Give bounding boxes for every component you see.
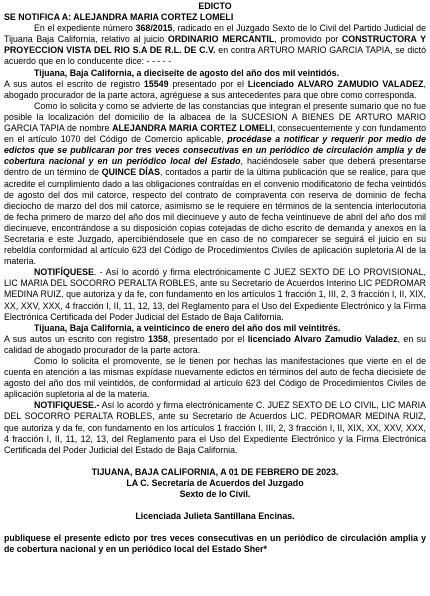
signature-role-2: Sexto de lo Civil.: [179, 489, 251, 500]
paragraph-case: En el expediente número 368/2015, radicado en el Juzgado Sexto de lo Civil del Partido Judicial de Tijuana Baja California, relativo al juicio ORDINARIO MERCANTIL, promovido por CONSTRUCTORA Y PROYECCION VISTA DEL RIO S.A DE R.L. DE C.V. en contra ARTURO MARIO GARCIA TAPIA, se dictó acuerdo que en lo conducente dice: - - - - -: [4, 23, 427, 67]
signature-date: TIJUANA, BAJA CALIFORNIA, A 01 DE FEBRERO DE 2023.: [91, 466, 339, 477]
signature-name: Licenciada Julieta Santillana Encinas.: [135, 511, 295, 522]
notify-line: SE NOTIFICA A: ALEJANDRA MARIA CORTEZ LOMELI: [4, 12, 234, 23]
paragraph-order: Como lo solicita y como se advierte de las constancias que integran el presente sumario que no fue posible la localización del domicilio de la albacea de la SUCESION A BIENES DE ARTURO MARIO GARCIA TAPIA de nombre ALEJANDRA MARIA CORTEZ LOMELI, consecuentemente y con fundamento en el artículo 1070 del Código de Comercio aplicable, procédase a notificar y requerir por medio de edictos que se publicaran por tres veces consecutivas en un periódico de circulación amplia y de cobertura nacional y en un periódico local del Estado, haciéndosele saber que deberá presentarse dentro de un término de QUINCE DÍAS, contados a partir de la última publicación que se realice, para que acredite el cumplimiento dado a las obligaciones contraídas en el convenio modificatorio de fecha veintidós de agosto del dos mil catorce, respecto del contrato de compraventa con reserva de dominio de fecha dieciocho de marzo del dos mil catorce, asimismo se le requiere en términos de la sentencia interlocutoria de fecha primero de marzo del año dos mil diecinueve y auto de fecha veintinueve de abril del año dos mil diecinueve, encontrándose a su disposición copias cotejadas de dicho escrito de demanda y anexos en la Secretaria e este Juzgado, apercibiéndosele que en caso de no comparecer se seguirá el juicio en su rebeldía conformidad al artículo 623 del Código de Procedimientos Civiles de aplicación supletoria Al de la materia.: [4, 100, 426, 267]
paragraph-notify-2: NOTIFIQUESE.- Así lo acordó y firma electrónicamente C. JUEZ SEXTO DE LO CIVIL, LIC MARIA DEL SOCORRO PERALTA ROBLES, ante su Secretario de Acuerdos LIC. PEDROMAR MEDINA RUIZ, que autoriza y da fe, con fundamento en los artículos 1 fracción I, III, 2, 3 fracción I, II, XIX, XX, XXV, XXX, 4 fracción I, II, 11, 12, 13, del Reglamento para el Uso del Expediente Electrónico y la Firma Electrónica Certificada del Poder Judicial del Estado de Baja California.: [4, 400, 426, 455]
publication-footer: publiquese el presente edicto por tres veces consecutivas en un periódico de circulación amplia y de cobertura nacional y en un periódico local del Estado Sher*: [4, 533, 426, 555]
paragraph-request: Como lo solicita el promovente, se le tienen por hechas las manifestaciones que vierte en el de cuenta en atención a las mismas expídase nuevamente edictos en términos del auto de fecha diecisiete de agosto del año dos mil veintidós, de conformidad al artículo 623 del Código de Procedimientos Civiles de aplicación supletoria al de la materia.: [4, 356, 426, 400]
edict-heading: EDICTO: [198, 1, 232, 11]
signature-role-1: LA C. Secretaria de Acuerdos del Juzgado: [126, 477, 304, 488]
date-line-1: Tijuana, Baja California, a dieciseite de agosto del año dos mil veintidós.: [34, 67, 340, 78]
paragraph-filing: A sus autos el escrito de registro 15549 presentado por el Licenciado ALVARO ZAMUDIO VALADEZ, abogado procurador de la parte actora, agréguese a sus antecedentes para que obre como corresponda.: [4, 78, 427, 100]
paragraph-filing-2: A sus autos un escrito con registro 1358, presentado por el licenciado Alvaro Zamudio Valadez, en su calidad de abogado procurador de la parte actora.: [4, 333, 426, 355]
date-line-2: Tijuana, Baja California, a veinticinco de enero del año dos mil veintitrés.: [34, 322, 341, 333]
paragraph-notify-1: NOTIFÍQUESE. - Así lo acordó y firma electrónicamente C JUEZ SEXTO DE LO PROVISIONAL, LIC MARIA DEL SOCORRO PERALTA ROBLES, ante su Secretario de Acuerdos Interino LIC PEDROMAR MEDINA RUIZ, que autoriza y da fe, con fundamento en los artículos 1 fracción 1, III, 2, 3 fracción I, II, XIX, XX, XXV, XXX, 4 fracción I, II, 11, 12, 13, del Reglamento para el Uso del Expediente Electrónico y la Firma Electrónica Certificada del Poder Judicial del Estado de Baja California.: [4, 267, 426, 322]
